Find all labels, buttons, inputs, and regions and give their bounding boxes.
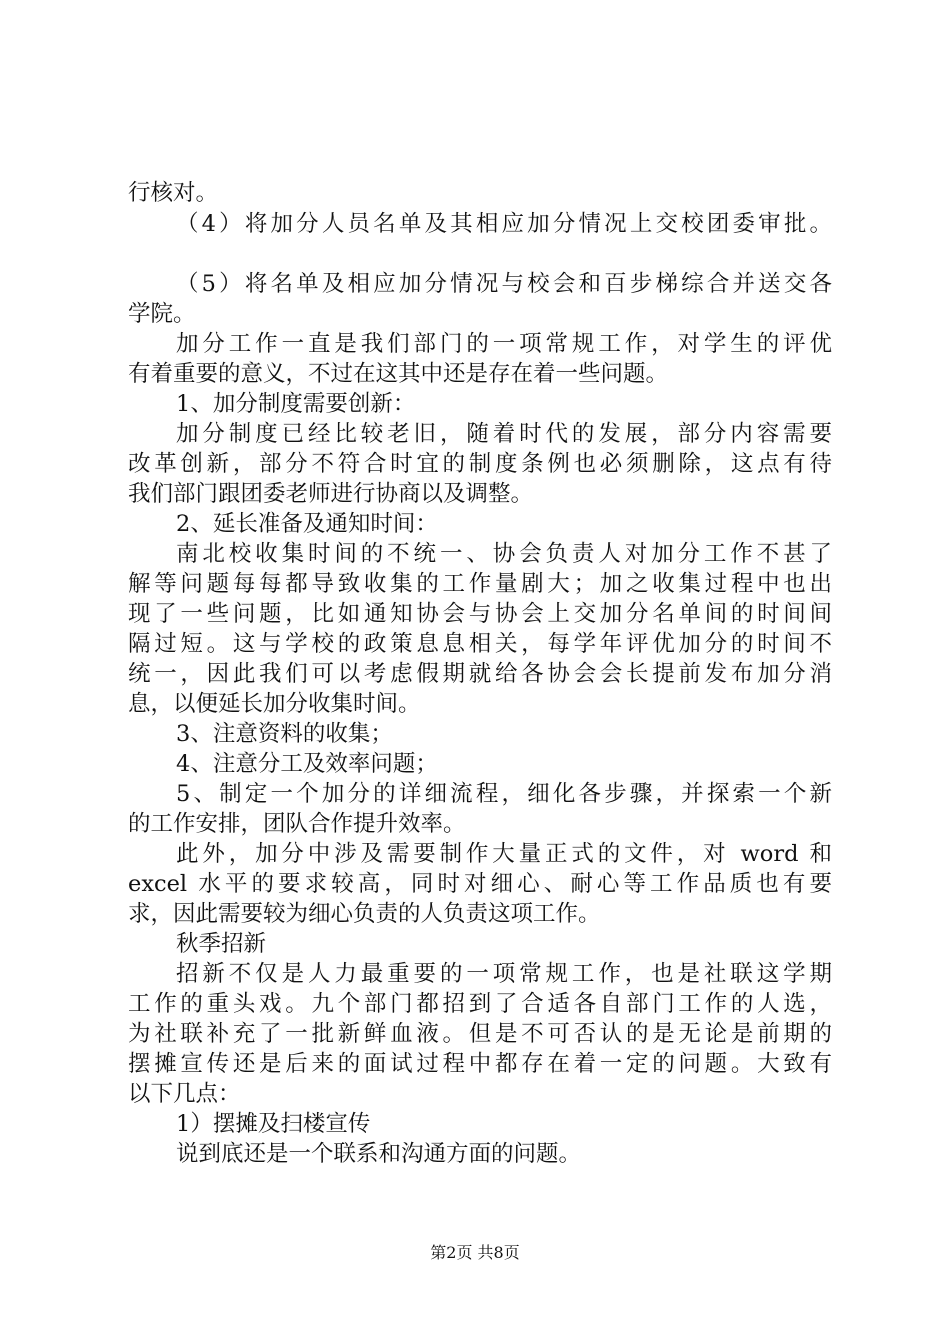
text-line: （4）将加分人员名单及其相应加分情况上交校团委审批。 bbox=[176, 211, 832, 237]
text-line: 加分制度已经比较老旧，随着时代的发展，部分内容需要 bbox=[176, 421, 832, 447]
text-line: 以下几点： bbox=[128, 1081, 241, 1107]
page-number-footer: 第2页 共8页 bbox=[430, 1243, 520, 1262]
section-heading: 2、延长准备及通知时间： bbox=[176, 511, 438, 537]
text-line: 工作的重头戏。九个部门都招到了合适各自部门工作的人选， bbox=[128, 991, 832, 1017]
text-line: 息，以便延长加分收集时间。 bbox=[128, 691, 421, 717]
text-line: 招新不仅是人力最重要的一项常规工作，也是社联这学期 bbox=[176, 961, 832, 987]
text-line: 求，因此需要较为细心负责的人负责这项工作。 bbox=[128, 901, 601, 927]
text-line: 现了一些问题，比如通知协会与协会上交加分名单间的时间间 bbox=[128, 601, 832, 627]
text-line: 为社联补充了一批新鲜血液。但是不可否认的是无论是前期的 bbox=[128, 1021, 832, 1047]
text-line: 解等问题每每都导致收集的工作量剧大；加之收集过程中也出 bbox=[128, 571, 832, 597]
text-line: 南北校收集时间的不统一、协会负责人对加分工作不甚了 bbox=[176, 541, 832, 567]
text-line: 行核对。 bbox=[128, 180, 219, 206]
list-item: 4、注意分工及效率问题； bbox=[176, 751, 438, 777]
list-item: 3、注意资料的收集； bbox=[176, 721, 393, 747]
text-line: 我们部门跟团委老师进行协商以及调整。 bbox=[128, 481, 534, 507]
text-line: excel 水平的要求较高，同时对细心、耐心等工作品质也有要 bbox=[128, 871, 832, 897]
text-line: 有着重要的意义，不过在这其中还是存在着一些问题。 bbox=[128, 361, 669, 387]
list-item: 1）摆摊及扫楼宣传 bbox=[176, 1111, 371, 1137]
text-line: 说到底还是一个联系和沟通方面的问题。 bbox=[176, 1141, 582, 1167]
text-line: 学院。 bbox=[128, 301, 196, 327]
text-line: （5）将名单及相应加分情况与校会和百步梯综合并送交各 bbox=[176, 271, 832, 297]
section-heading: 秋季招新 bbox=[176, 931, 267, 957]
text-line: 改革创新，部分不符合时宜的制度条例也必须删除，这点有待 bbox=[128, 451, 832, 477]
text-line: 隔过短。这与学校的政策息息相关，每学年评优加分的时间不 bbox=[128, 631, 832, 657]
text-line: 统一，因此我们可以考虑假期就给各协会会长提前发布加分消 bbox=[128, 661, 832, 687]
text-line: 摆摊宣传还是后来的面试过程中都存在着一定的问题。大致有 bbox=[128, 1051, 832, 1077]
text-line: 此外，加分中涉及需要制作大量正式的文件，对 word 和 bbox=[176, 841, 832, 867]
list-item: 5、制定一个加分的详细流程，细化各步骤，并探索一个新 bbox=[176, 781, 832, 807]
section-heading: 1、加分制度需要创新： bbox=[176, 391, 416, 417]
text-line: 加分工作一直是我们部门的一项常规工作，对学生的评优 bbox=[176, 331, 832, 357]
text-line: 的工作安排，团队合作提升效率。 bbox=[128, 811, 466, 837]
